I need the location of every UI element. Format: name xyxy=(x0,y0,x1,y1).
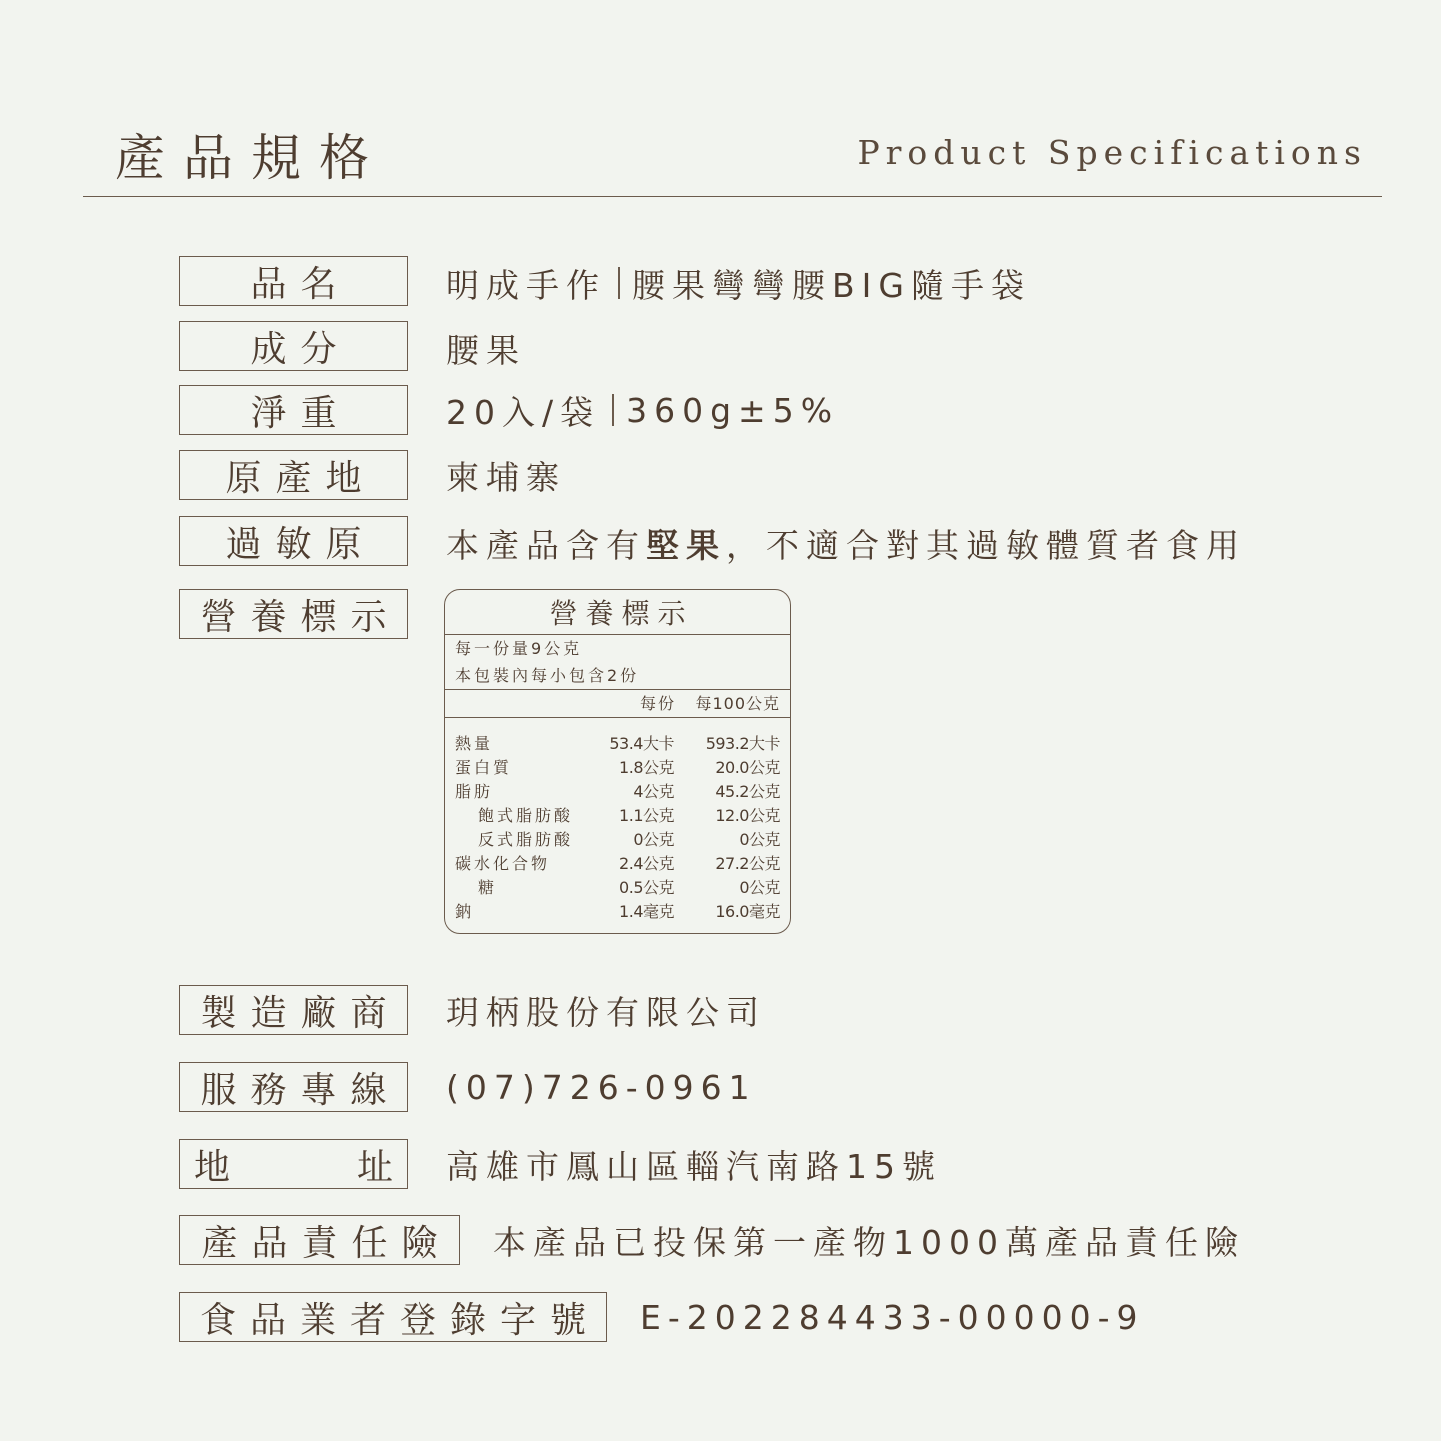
table-row xyxy=(445,900,790,924)
per-100g-value: 0公克 xyxy=(739,878,780,897)
address-value: 高雄市鳳山區輜汽南路15號 xyxy=(446,1146,942,1186)
address-label xyxy=(179,1139,408,1189)
table-row xyxy=(445,804,790,828)
table-row xyxy=(445,780,790,804)
address-label-first: 地 xyxy=(194,1146,231,1188)
registration-value: E-202284433-00000-9 xyxy=(640,1297,1145,1337)
hotline-label: 服務專線 xyxy=(179,1062,408,1112)
insurance-label: 產品責任險 xyxy=(179,1215,460,1265)
per-serving-value: 53.4大卡 xyxy=(609,734,674,753)
header-divider xyxy=(83,196,1382,197)
manufacturer-value: 玥柄股份有限公司 xyxy=(446,992,766,1032)
nutrient-name: 反式脂肪酸 xyxy=(478,830,574,849)
origin-value: 柬埔寨 xyxy=(446,457,566,497)
ingredients-label: 成分 xyxy=(179,321,408,371)
per-100g-value: 593.2大卡 xyxy=(705,734,780,753)
per-100g-value: 0公克 xyxy=(739,830,780,849)
allergen-label: 過敏原 xyxy=(179,516,408,566)
nutrient-name: 脂肪 xyxy=(455,782,494,801)
servings-per-pack: 本包裝內每小包含2份 xyxy=(455,666,640,685)
table-row xyxy=(445,732,790,756)
serving-size: 每一份量9公克 xyxy=(455,639,583,658)
separator xyxy=(612,394,614,426)
per-100g-value: 16.0毫克 xyxy=(715,902,780,921)
net-weight-value xyxy=(446,385,839,435)
per-serving-value: 4公克 xyxy=(633,782,674,801)
allergen-text-post: ，不適合對其過敏體質者食用 xyxy=(726,525,1246,565)
nutrition-title: 營養標示 xyxy=(445,590,790,635)
nutrient-name: 碳水化合物 xyxy=(455,854,551,873)
origin-label: 原產地 xyxy=(179,450,408,500)
product-name-value xyxy=(446,258,1031,308)
nutrition-label: 營養標示 xyxy=(179,589,408,639)
allergen-highlight: 堅果 xyxy=(646,525,726,565)
net-weight-label: 淨重 xyxy=(179,385,408,435)
nutrient-name: 飽式脂肪酸 xyxy=(478,806,574,825)
per-100g-value: 45.2公克 xyxy=(715,782,780,801)
allergen-text-pre: 本產品含有 xyxy=(446,525,646,565)
nutrient-name: 鈉 xyxy=(455,902,475,921)
nutrition-facts-table xyxy=(444,589,791,934)
per-100g-value: 20.0公克 xyxy=(715,758,780,777)
table-row xyxy=(445,876,790,900)
count-per-bag: 20入/袋 xyxy=(446,392,601,432)
product-brand: 明成手作 xyxy=(446,265,606,305)
table-row xyxy=(445,852,790,876)
separator xyxy=(618,267,620,299)
address-label-second: 址 xyxy=(356,1146,393,1188)
hotline-value: (07)726-0961 xyxy=(446,1067,757,1107)
ingredients-value: 腰果 xyxy=(446,330,526,370)
col-per-serving: 每份 xyxy=(639,694,676,713)
product-name-label: 品名 xyxy=(179,256,408,306)
registration-label: 食品業者登錄字號 xyxy=(179,1292,607,1342)
per-serving-value: 0公克 xyxy=(633,830,674,849)
per-serving-value: 0.5公克 xyxy=(619,878,674,897)
weight: 360g±5% xyxy=(626,390,840,430)
page-subtitle: Product Specifications xyxy=(857,133,1367,172)
col-per-100g: 每100公克 xyxy=(695,694,780,713)
allergen-value xyxy=(446,518,1246,568)
nutrition-rows xyxy=(445,718,790,924)
product-title: 腰果彎彎腰BIG隨手袋 xyxy=(632,265,1031,305)
per-100g-value: 27.2公克 xyxy=(715,854,780,873)
table-row xyxy=(445,828,790,852)
nutrient-name: 糖 xyxy=(478,878,498,897)
nutrition-header-row xyxy=(445,689,790,718)
nutrient-name: 熱量 xyxy=(455,734,494,753)
nutrient-name: 蛋白質 xyxy=(455,758,513,777)
page-title: 產品規格 xyxy=(115,129,387,187)
table-row xyxy=(445,756,790,780)
per-serving-value: 1.1公克 xyxy=(619,806,674,825)
per-serving-value: 1.4毫克 xyxy=(619,902,674,921)
per-serving-value: 1.8公克 xyxy=(619,758,674,777)
per-100g-value: 12.0公克 xyxy=(715,806,780,825)
per-serving-value: 2.4公克 xyxy=(619,854,674,873)
manufacturer-label: 製造廠商 xyxy=(179,985,408,1035)
insurance-value: 本產品已投保第一產物1000萬產品責任險 xyxy=(493,1222,1245,1262)
